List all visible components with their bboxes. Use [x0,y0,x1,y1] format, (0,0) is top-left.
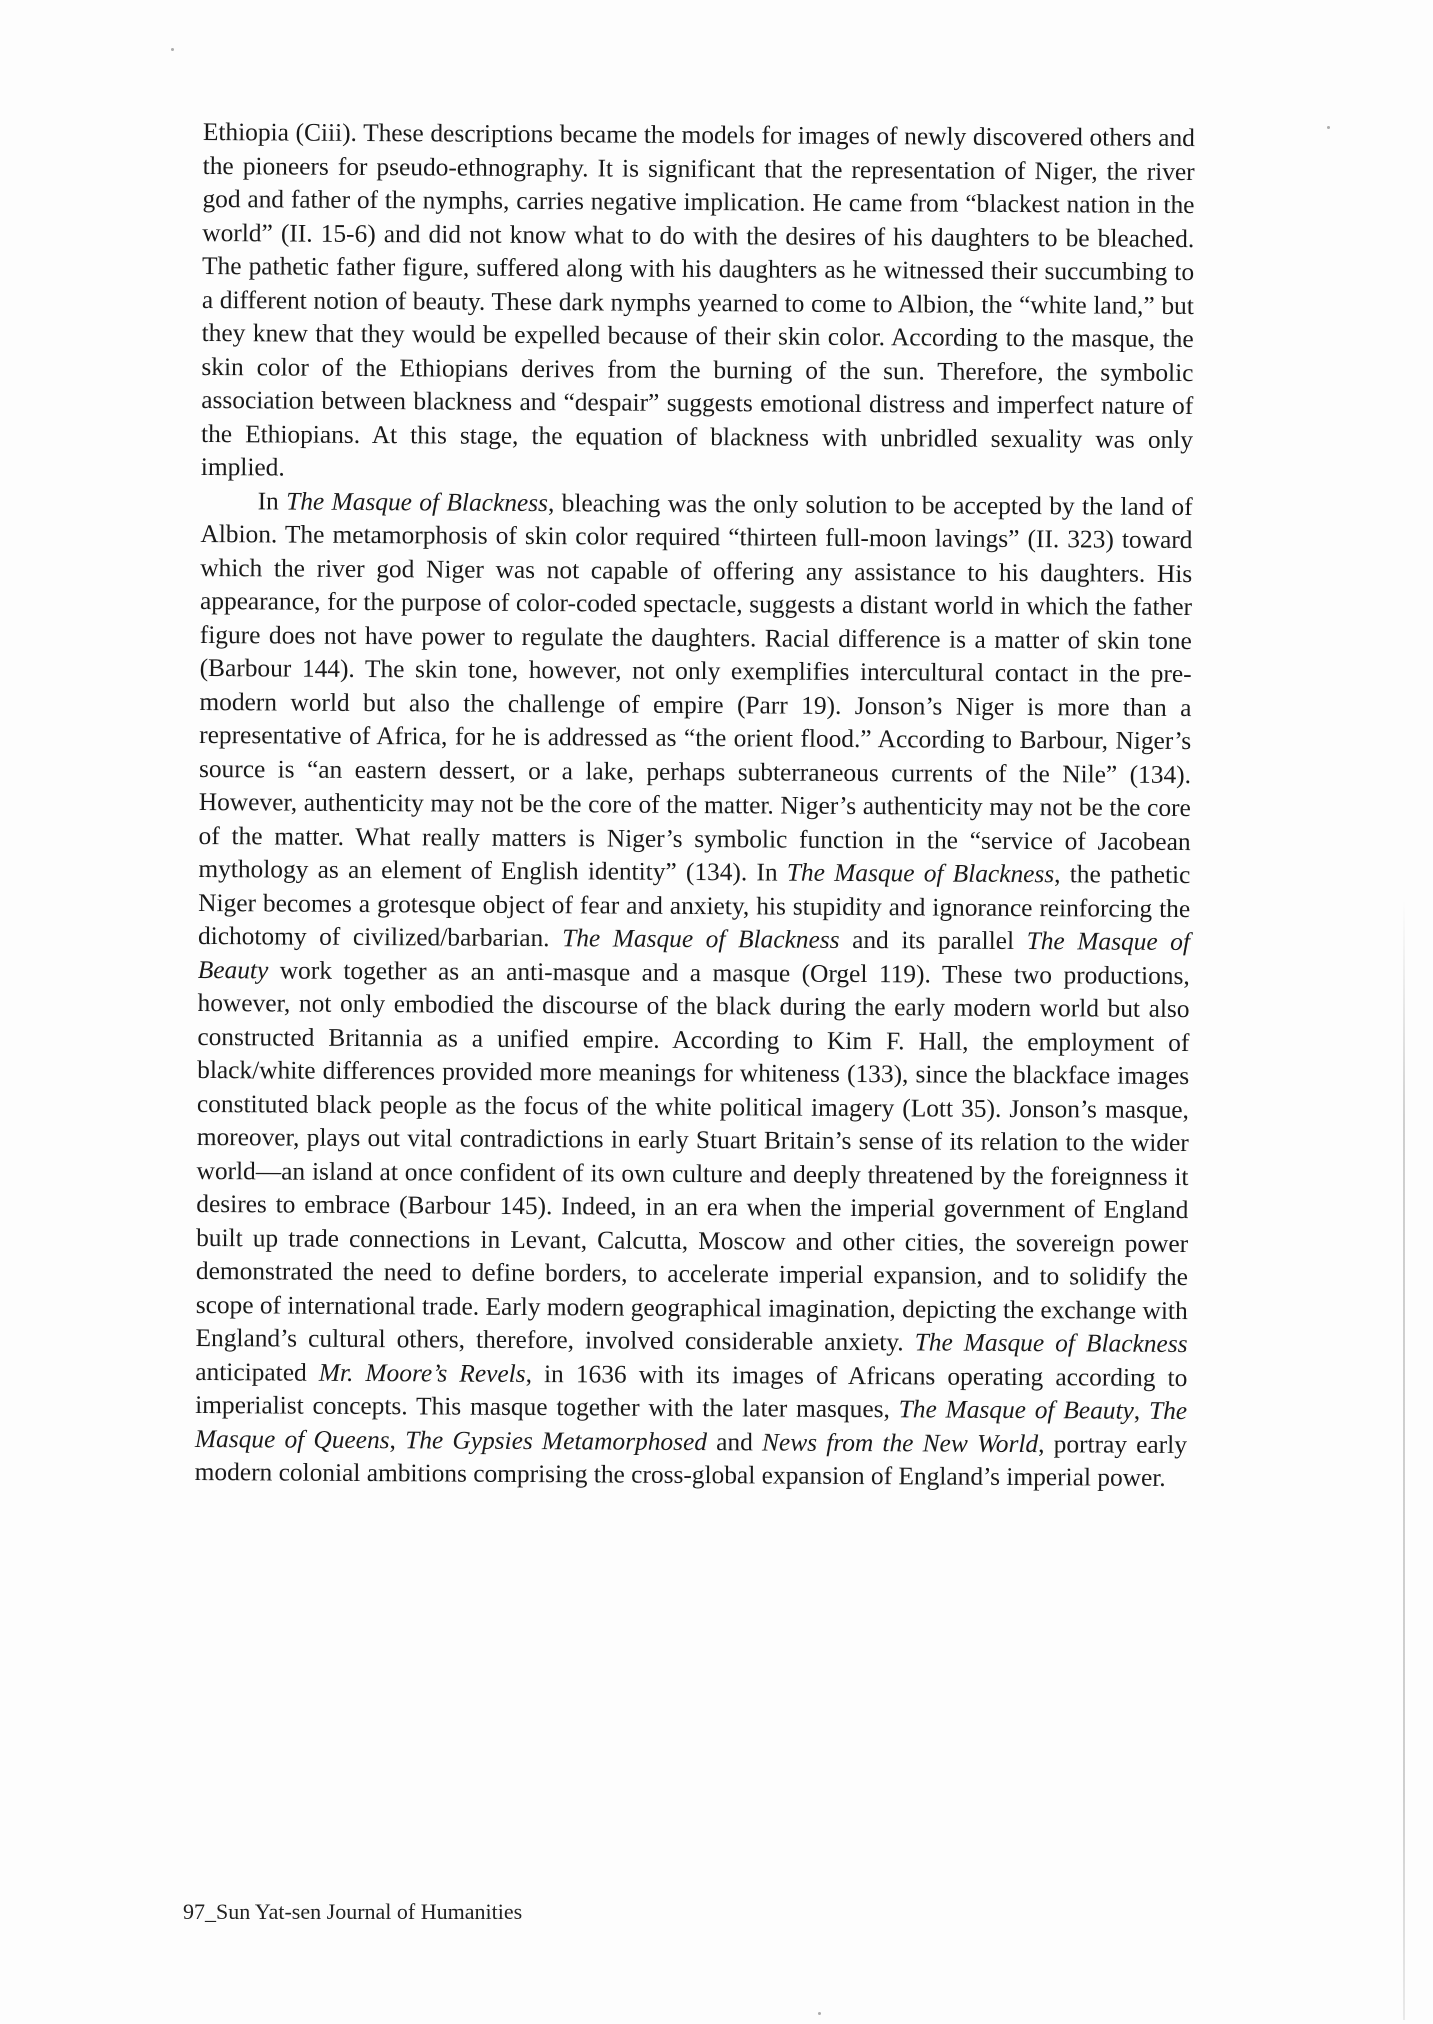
italic-title: Mr. Moore’s Revels [318,1358,526,1388]
text-run: , in 1636 with its images of Africans operating according to imperialist concepts. This masque together with the later masques, [195,1359,1188,1424]
scan-speck [171,48,174,51]
text-run: and its parallel [839,925,1027,956]
body-text [195,116,1195,1496]
italic-title: The Masque of Beauty [898,1395,1134,1425]
italic-title: The Masque of Blackness [786,858,1055,889]
text-run: work together as an anti-masque and a masque (Orgel 119). These two productions, however, not only embodied the discourse of the black during the early modern world but also constructed Britannia as a unified empire. According to Kim F. Hall, the employment of black/white differences provided more meanings for whiteness (133), since the blackface images constituted black people as the focus of the white political imagery (Lott 35). Jonson’s masque, moreover, plays out vital contradictions in early Stuart Britain’s sense of its relation to the wider world—an island at once confident of its own culture and deeply threatened by the foreignness it desires to embrace (Barbour 145). Indeed, in an era when the imperial government of England built up trade connections in Levant, Calcutta, Moscow and other cities, the sovereign power demonstrated the need to define borders, to accelerate imperial expansion, and to solidify the scope of international trade. Early modern geographical imagination, depicting the exchange with England’s cultural others, therefore, involved considerable anxiety. [195,955,1190,1357]
italic-title: The Masque of Blackness [914,1328,1188,1359]
paragraph [201,116,1195,491]
scan-speck [818,2012,821,2015]
scan-edge-shadow [1403,900,1405,2020]
text-run: anticipated [195,1357,319,1387]
italic-title: The Masque of Beauty [197,927,1191,984]
text-run: , portray early modern colonial ambitions comprising the cross-global expansion of England’s imperial power. [194,1429,1188,1492]
italic-title: The Gypsies Metamorphosed [405,1425,708,1456]
text-run: and [706,1427,763,1456]
page-footer: 97_Sun Yat-sen Journal of Humanities [183,1899,523,1924]
text-run: , bleaching was the only solution to be accepted by the land of Albion. The metamorphosis of skin color required “thirteen full-moon lavings” (II. 323) toward which the river god Niger was not capable of offering any assistance to his daughters. His appearance, for the purpose of color-coded spectacle, suggests a distant world in which the father figure does not have power to regulate the daughters. Racial difference is a matter of skin tone (Barbour 144). The skin tone, however, not only exemplifies intercultural contact in the pre-modern world but also the challenge of empire (Parr 19). Jonson’s Niger is more than a representative of Africa, for he is addressed as “the orient flood.” According to Barbour, Niger’s source is “an eastern dessert, or a lake, perhaps subterraneous currents of the Nile” (134). However, authenticity may not be the core of the matter. Niger’s authenticity may not be the core of the matter. What really matters is Niger’s symbolic function in the “service of Jacobean mythology as an element of English identity” (134). In [198,488,1193,887]
italic-title: News from the New World [761,1427,1039,1458]
text-run: Ethiopia (Ciii). These descriptions became the models for images of newly discovered others and the pioneers for pseudo-ethnography. It is significant that the representation of Niger, the river god and father of the nymphs, carries negative implication. He came from “blackest nation in the world” (II. 15-6) and did not know what to do with the desires of his daughters to be bleached. The pathetic father figure, suffered along with his daughters as he witnessed their succumbing to a different notion of beauty. These dark nymphs yearned to come to Albion, the “white land,” but they knew that they would be expelled because of their skin color. According to the masque, the skin color of the Ethiopians derives from the burning of the sun. Therefore, the symbolic association between blackness and “despair” suggests emotional distress and imperfect nature of the Ethiopians. At this stage, the equation of blackness with unbridled sexuality was only implied. [200,117,1195,482]
paragraph [195,484,1193,1495]
italic-title: The Masque of Queens [194,1396,1188,1454]
text-run: , the pathetic Niger becomes a grotesque object of fear and anxiety, his stupidity and ignorance reinforcing the dichotomy of civilized/barbarian. [197,860,1191,953]
italic-title: The Masque of Blackness [286,487,549,517]
text-run: , [1133,1396,1150,1425]
scan-speck [1327,126,1330,129]
text-run: In [257,486,287,516]
italic-title: The Masque of Blackness [562,924,840,954]
text-run: , [389,1425,406,1454]
